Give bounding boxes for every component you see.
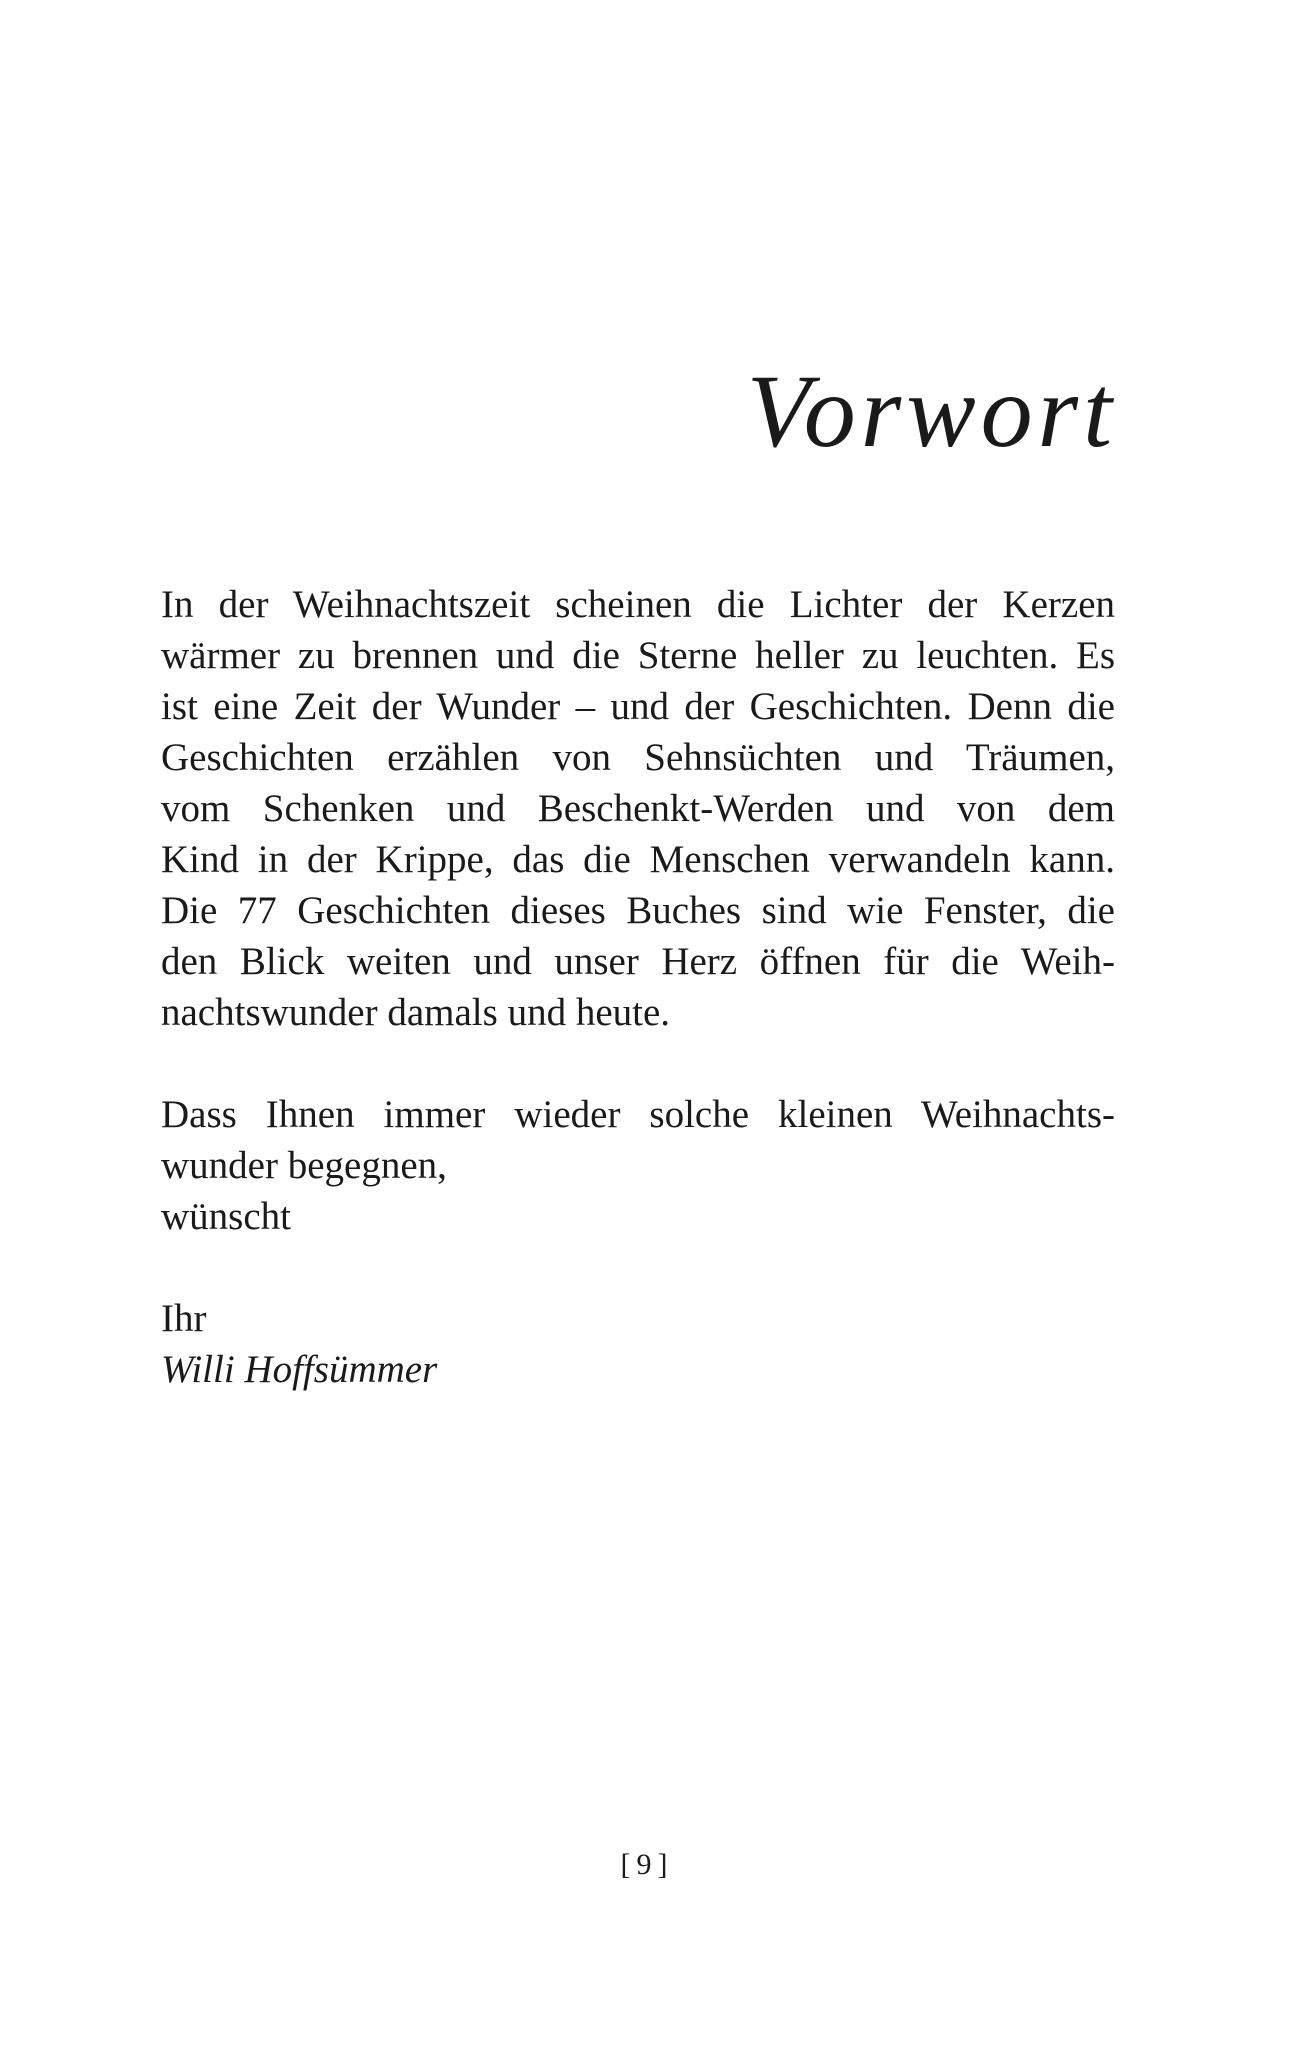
text-line: wärmer zu brennen und die Sterne heller zu leuchten. Es xyxy=(161,634,1115,677)
text-line: Dass Ihnen immer wieder solche kleinen Weihnachts- xyxy=(161,1093,1115,1136)
text-line: In der Weihnachtszeit scheinen die Lichter der Kerzen xyxy=(161,583,1115,626)
closing-text: Ihr xyxy=(161,1297,207,1340)
preface-text xyxy=(161,579,1115,1395)
text-line: Geschichten erzählen von Sehnsüchten und Träumen, xyxy=(161,736,1115,779)
text-line: ist eine Zeit der Wunder – und der Geschichten. Denn die xyxy=(161,685,1115,728)
paragraph-spacer xyxy=(161,1242,1115,1293)
text-line: nachtswunder damals und heute. xyxy=(161,991,671,1034)
paragraph-intro xyxy=(161,579,1115,1038)
paragraph-wish xyxy=(161,1089,1115,1242)
text-line: Die 77 Geschichten dieses Buches sind wie Fenster, die xyxy=(161,889,1115,932)
text-line: vom Schenken und Beschenkt-Werden und von dem xyxy=(161,787,1115,830)
text-line: Kind in der Krippe, das die Menschen verwandeln kann. xyxy=(161,838,1115,881)
page-number: [9] xyxy=(620,1848,674,1881)
author-signature: Willi Hoffsümmer xyxy=(161,1348,438,1391)
text-line: den Blick weiten und unser Herz öffnen für die Weih- xyxy=(161,940,1115,983)
page-title: Vorwort xyxy=(746,354,1117,469)
text-line: wünscht xyxy=(161,1195,291,1238)
paragraph-spacer xyxy=(161,1038,1115,1089)
text-line: wunder begegnen, xyxy=(161,1144,447,1187)
